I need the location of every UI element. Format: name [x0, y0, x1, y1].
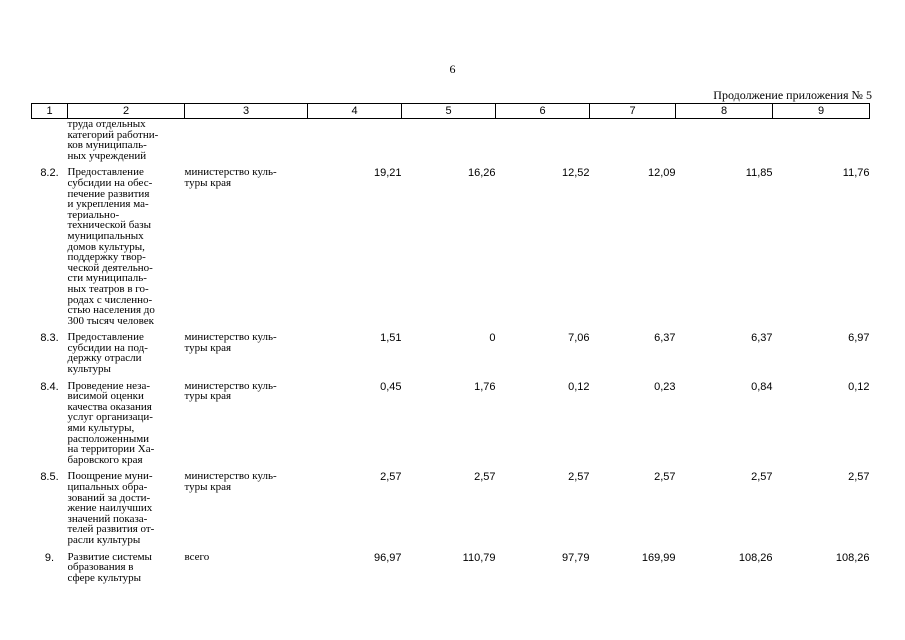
row-value: 1,51: [380, 332, 402, 345]
row-value: 1,76: [474, 380, 496, 393]
column-header: 3: [185, 104, 308, 119]
row-value: 2,57: [751, 471, 773, 484]
column-header: 1: [32, 104, 68, 119]
column-header: 4: [308, 104, 402, 119]
row-value: 0: [489, 332, 496, 345]
row-name: Предоставление субсидии на под- держку отрасли культуры: [67, 331, 148, 376]
row-value: 7,06: [568, 332, 590, 345]
row-value: 96,97: [373, 551, 402, 564]
table-row: [32, 471, 870, 545]
row-value: 0,84: [751, 380, 773, 393]
row-name: Проведение неза- висимой оценки качества оказания услуг организаци- ями культуры, расположенными на территории Ха- баровского края: [67, 379, 155, 466]
row-value: 0,45: [380, 380, 402, 393]
row-value: 0,12: [848, 380, 870, 393]
page-number: 6: [449, 62, 456, 76]
row-value: [402, 119, 496, 162]
row-value: [496, 119, 590, 162]
row-value: 108,26: [738, 551, 773, 564]
row-value: 6,97: [848, 332, 870, 345]
row-executor: министерство куль- туры края: [184, 166, 277, 189]
row-executor: всего: [184, 550, 210, 563]
row-value: 108,26: [835, 551, 870, 564]
row-number: 8.5.: [40, 471, 59, 484]
row-executor: министерство куль- туры края: [184, 470, 277, 493]
budget-table: [31, 103, 870, 583]
row-number: [32, 119, 68, 162]
row-value: 2,57: [380, 471, 402, 484]
table-row: [32, 552, 870, 584]
table-row: [32, 332, 870, 374]
row-value: 169,99: [641, 551, 676, 564]
row-value: 97,79: [561, 551, 590, 564]
row-value: [590, 119, 676, 162]
row-number: 8.3.: [40, 332, 59, 345]
column-header: 8: [676, 104, 773, 119]
column-header: 2: [68, 104, 185, 119]
row-value: [308, 119, 402, 162]
row-value: 110,79: [462, 551, 496, 564]
row-number: 8.2.: [40, 167, 59, 180]
table-header-row: [32, 104, 870, 119]
row-value: 12,09: [647, 167, 676, 180]
row-value: 11,85: [745, 167, 773, 180]
row-value: 12,52: [561, 167, 590, 180]
column-header: 6: [496, 104, 590, 119]
table-row: [32, 119, 870, 162]
row-value: 0,12: [568, 380, 590, 393]
row-value: [773, 119, 870, 162]
row-value: 0,23: [654, 380, 676, 393]
continuation-title: Продолжение приложения № 5: [713, 88, 872, 102]
row-name: Развитие системы образования в сфере культуры: [67, 550, 152, 584]
column-header: 7: [590, 104, 676, 119]
row-name: Поощрение муни- ципальных обра- зований за дости- жение наилучших значений показа- телей развития от- расли культуры: [67, 470, 155, 546]
row-number: 8.4.: [40, 380, 59, 393]
row-value: 19,21: [373, 167, 402, 180]
row-executor: министерство куль- туры края: [184, 379, 277, 403]
table-row: [32, 167, 870, 326]
row-value: 2,57: [848, 471, 870, 484]
row-value: 2,57: [568, 471, 590, 484]
column-header: 5: [402, 104, 496, 119]
row-name: Предоставление субсидии на обес- печение развития и укрепления ма- териально- технической базы муниципальных домов культуры, поддержку твор- ческой деятельно- сти муниципаль- ных театров в го- родах с численно- стью населения до 300 тысяч человек: [67, 166, 155, 327]
row-name: труда отдельных категорий работни- ков муниципаль- ных учреждений: [67, 118, 159, 162]
column-header: 9: [773, 104, 870, 119]
row-value: 2,57: [654, 471, 676, 484]
row-value: 2,57: [474, 471, 496, 484]
row-value: [676, 119, 773, 162]
row-number: 9.: [44, 551, 55, 564]
row-executor: [185, 119, 308, 162]
row-value: 11,76: [842, 167, 870, 180]
row-value: 6,37: [654, 332, 676, 345]
row-executor: министерство куль- туры края: [184, 331, 277, 354]
row-value: 16,26: [467, 167, 496, 180]
row-value: 6,37: [751, 332, 773, 345]
table-row: [32, 381, 870, 466]
